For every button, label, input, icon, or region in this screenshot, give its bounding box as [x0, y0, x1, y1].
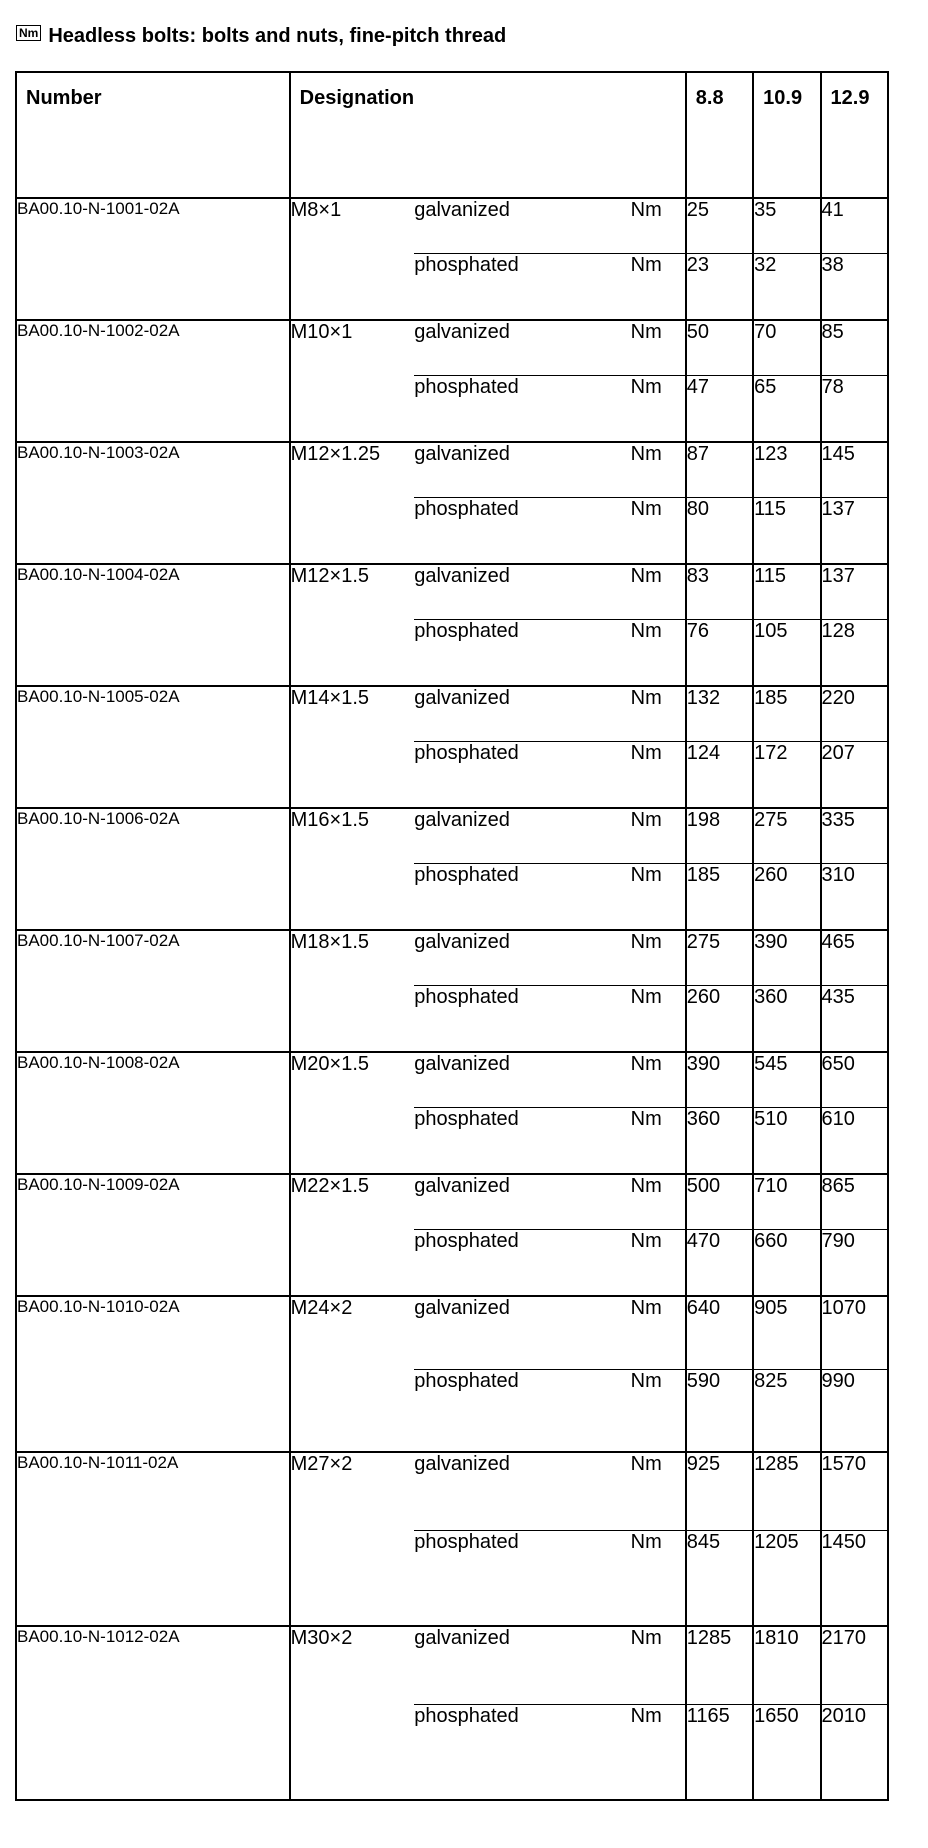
bolt-group: [16, 1626, 888, 1800]
torque-value: 185: [686, 863, 753, 930]
torque-value: 76: [686, 619, 753, 686]
thread-size: M27×2: [290, 1452, 415, 1626]
coating-label: galvanized: [414, 1174, 630, 1229]
unit-label: Nm: [631, 1369, 686, 1452]
coating-label: phosphated: [414, 253, 630, 320]
bolt-group: [16, 930, 888, 1052]
torque-value: 660: [753, 1229, 820, 1296]
table-row-galvanized: [16, 1174, 888, 1229]
torque-value: 115: [753, 497, 820, 564]
torque-value: 925: [686, 1452, 753, 1530]
torque-value: 137: [821, 497, 888, 564]
torque-value: 185: [753, 686, 820, 741]
coating-label: galvanized: [414, 1626, 630, 1704]
header-designation: Designation: [290, 72, 686, 198]
thread-size: M24×2: [290, 1296, 415, 1452]
coating-label: galvanized: [414, 320, 630, 375]
torque-value: 360: [686, 1107, 753, 1174]
torque-value: 1205: [753, 1530, 820, 1626]
torque-value: 310: [821, 863, 888, 930]
torque-value: 124: [686, 741, 753, 808]
coating-label: phosphated: [414, 619, 630, 686]
unit-label: Nm: [631, 1296, 686, 1369]
thread-size: M14×1.5: [290, 686, 415, 808]
torque-value: 990: [821, 1369, 888, 1452]
torque-value: 590: [686, 1369, 753, 1452]
torque-value: 2170: [821, 1626, 888, 1704]
coating-label: galvanized: [414, 930, 630, 985]
coating-label: phosphated: [414, 985, 630, 1052]
unit-label: Nm: [631, 985, 686, 1052]
torque-value: 1285: [753, 1452, 820, 1530]
thread-size: M12×1.5: [290, 564, 415, 686]
torque-value: 865: [821, 1174, 888, 1229]
thread-size: M22×1.5: [290, 1174, 415, 1296]
part-number: BA00.10-N-1006-02A: [16, 808, 290, 930]
torque-value: 275: [686, 930, 753, 985]
coating-label: phosphated: [414, 1704, 630, 1800]
coating-label: galvanized: [414, 1296, 630, 1369]
torque-value: 825: [753, 1369, 820, 1452]
torque-nm-icon: Nm: [16, 25, 41, 41]
torque-value: 23: [686, 253, 753, 320]
torque-value: 790: [821, 1229, 888, 1296]
bolt-group: [16, 198, 888, 320]
unit-label: Nm: [631, 198, 686, 253]
part-number: BA00.10-N-1003-02A: [16, 442, 290, 564]
table-row-galvanized: [16, 1452, 888, 1530]
torque-value: 640: [686, 1296, 753, 1369]
header-grade-10-9: 10.9: [753, 72, 820, 198]
torque-value: 35: [753, 198, 820, 253]
torque-value: 335: [821, 808, 888, 863]
coating-label: phosphated: [414, 741, 630, 808]
bolt-group: [16, 1174, 888, 1296]
coating-label: phosphated: [414, 1229, 630, 1296]
torque-value: 47: [686, 375, 753, 442]
unit-label: Nm: [631, 1174, 686, 1229]
torque-value: 1070: [821, 1296, 888, 1369]
torque-value: 275: [753, 808, 820, 863]
part-number: BA00.10-N-1011-02A: [16, 1452, 290, 1626]
torque-value: 470: [686, 1229, 753, 1296]
bolt-group: [16, 442, 888, 564]
bolt-group: [16, 808, 888, 930]
torque-value: 115: [753, 564, 820, 619]
unit-label: Nm: [631, 1107, 686, 1174]
unit-label: Nm: [631, 808, 686, 863]
unit-label: Nm: [631, 619, 686, 686]
coating-label: galvanized: [414, 686, 630, 741]
header-number: Number: [16, 72, 290, 198]
torque-table: [15, 71, 889, 1801]
unit-label: Nm: [631, 442, 686, 497]
torque-value: 1285: [686, 1626, 753, 1704]
unit-label: Nm: [631, 930, 686, 985]
table-title: [16, 22, 506, 50]
part-number: BA00.10-N-1001-02A: [16, 198, 290, 320]
torque-value: 650: [821, 1052, 888, 1107]
table-row-galvanized: [16, 198, 888, 253]
header-grade-8-8: 8.8: [686, 72, 753, 198]
thread-size: M18×1.5: [290, 930, 415, 1052]
torque-value: 905: [753, 1296, 820, 1369]
unit-label: Nm: [631, 1452, 686, 1530]
table-row-galvanized: [16, 1052, 888, 1107]
torque-value: 70: [753, 320, 820, 375]
table-row-galvanized: [16, 1626, 888, 1704]
unit-label: Nm: [631, 1530, 686, 1626]
torque-value: 360: [753, 985, 820, 1052]
torque-value: 1650: [753, 1704, 820, 1800]
torque-value: 220: [821, 686, 888, 741]
part-number: BA00.10-N-1010-02A: [16, 1296, 290, 1452]
unit-label: Nm: [631, 741, 686, 808]
torque-value: 137: [821, 564, 888, 619]
part-number: BA00.10-N-1007-02A: [16, 930, 290, 1052]
torque-value: 25: [686, 198, 753, 253]
torque-value: 32: [753, 253, 820, 320]
torque-value: 710: [753, 1174, 820, 1229]
thread-size: M20×1.5: [290, 1052, 415, 1174]
torque-value: 78: [821, 375, 888, 442]
coating-label: galvanized: [414, 808, 630, 863]
unit-label: Nm: [631, 1229, 686, 1296]
torque-value: 85: [821, 320, 888, 375]
torque-value: 500: [686, 1174, 753, 1229]
unit-label: Nm: [631, 686, 686, 741]
table-row-galvanized: [16, 320, 888, 375]
torque-value: 465: [821, 930, 888, 985]
table-row-galvanized: [16, 1296, 888, 1369]
torque-value: 1810: [753, 1626, 820, 1704]
torque-value: 128: [821, 619, 888, 686]
table-row-galvanized: [16, 686, 888, 741]
torque-value: 610: [821, 1107, 888, 1174]
bolt-group: [16, 1052, 888, 1174]
torque-value: 207: [821, 741, 888, 808]
coating-label: galvanized: [414, 564, 630, 619]
bolt-group: [16, 1296, 888, 1452]
torque-value: 435: [821, 985, 888, 1052]
coating-label: phosphated: [414, 1369, 630, 1452]
unit-label: Nm: [631, 564, 686, 619]
bolt-group: [16, 320, 888, 442]
coating-label: phosphated: [414, 863, 630, 930]
table-row-galvanized: [16, 930, 888, 985]
table-row-galvanized: [16, 564, 888, 619]
coating-label: galvanized: [414, 198, 630, 253]
part-number: BA00.10-N-1009-02A: [16, 1174, 290, 1296]
torque-value: 105: [753, 619, 820, 686]
thread-size: M30×2: [290, 1626, 415, 1800]
part-number: BA00.10-N-1005-02A: [16, 686, 290, 808]
torque-value: 510: [753, 1107, 820, 1174]
coating-label: phosphated: [414, 1530, 630, 1626]
torque-value: 38: [821, 253, 888, 320]
part-number: BA00.10-N-1008-02A: [16, 1052, 290, 1174]
torque-value: 198: [686, 808, 753, 863]
torque-value: 1450: [821, 1530, 888, 1626]
torque-value: 80: [686, 497, 753, 564]
bolt-group: [16, 686, 888, 808]
table-row-galvanized: [16, 808, 888, 863]
table-title-text: Headless bolts: bolts and nuts, fine-pitch thread: [48, 24, 507, 47]
unit-label: Nm: [631, 863, 686, 930]
unit-label: Nm: [631, 497, 686, 564]
part-number: BA00.10-N-1004-02A: [16, 564, 290, 686]
unit-label: Nm: [631, 253, 686, 320]
torque-value: 172: [753, 741, 820, 808]
header-grade-12-9: 12.9: [821, 72, 888, 198]
torque-value: 145: [821, 442, 888, 497]
unit-label: Nm: [631, 320, 686, 375]
torque-value: 132: [686, 686, 753, 741]
torque-value: 845: [686, 1530, 753, 1626]
coating-label: galvanized: [414, 1052, 630, 1107]
coating-label: phosphated: [414, 375, 630, 442]
torque-value: 50: [686, 320, 753, 375]
torque-value: 1570: [821, 1452, 888, 1530]
coating-label: phosphated: [414, 1107, 630, 1174]
table-row-galvanized: [16, 442, 888, 497]
bolt-group: [16, 1452, 888, 1626]
torque-value: 41: [821, 198, 888, 253]
unit-label: Nm: [631, 1626, 686, 1704]
torque-value: 390: [686, 1052, 753, 1107]
torque-value: 65: [753, 375, 820, 442]
thread-size: M10×1: [290, 320, 415, 442]
thread-size: M16×1.5: [290, 808, 415, 930]
unit-label: Nm: [631, 1704, 686, 1800]
torque-value: 390: [753, 930, 820, 985]
unit-label: Nm: [631, 1052, 686, 1107]
torque-value: 83: [686, 564, 753, 619]
torque-value: 545: [753, 1052, 820, 1107]
unit-label: Nm: [631, 375, 686, 442]
thread-size: M8×1: [290, 198, 415, 320]
torque-value: 260: [686, 985, 753, 1052]
torque-value: 123: [753, 442, 820, 497]
coating-label: phosphated: [414, 497, 630, 564]
bolt-group: [16, 564, 888, 686]
coating-label: galvanized: [414, 1452, 630, 1530]
thread-size: M12×1.25: [290, 442, 415, 564]
torque-value: 1165: [686, 1704, 753, 1800]
coating-label: galvanized: [414, 442, 630, 497]
torque-value: 87: [686, 442, 753, 497]
part-number: BA00.10-N-1012-02A: [16, 1626, 290, 1800]
torque-value: 260: [753, 863, 820, 930]
torque-value: 2010: [821, 1704, 888, 1800]
part-number: BA00.10-N-1002-02A: [16, 320, 290, 442]
